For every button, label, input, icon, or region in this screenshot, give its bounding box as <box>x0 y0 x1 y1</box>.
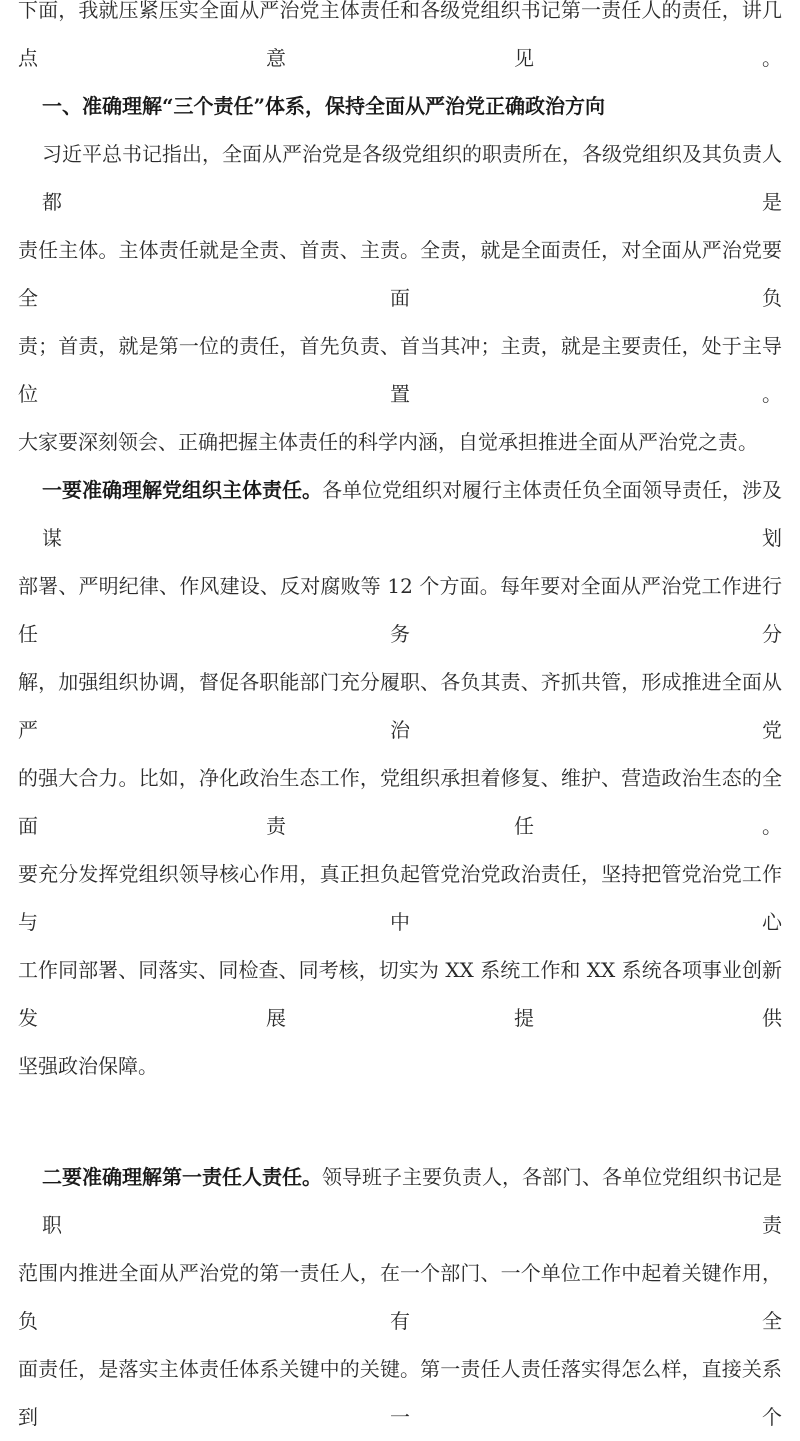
paragraph-line: 面责任，是落实主体责任体系关键中的关键。第一责任人责任落实得怎么样，直接关系到一个 <box>18 1357 782 1429</box>
paragraph-text: 各单位党组织对履行主体责任负全面领导责任，涉及谋划 <box>42 478 782 550</box>
paragraph-line: 责任主体。主体责任就是全责、首责、主责。全责，就是全面责任，对全面从严治党要全面负 <box>18 238 782 310</box>
paragraph-line: 范围内推进全面从严治党的第一责任人，在一个部门、一个单位工作中起着关键作用，负有全 <box>18 1261 782 1333</box>
section-heading: 一、准确理解“三个责任”体系，保持全面从严治党正确政治方向 <box>42 94 606 118</box>
paragraph-line: 要充分发挥党组织领导核心作用，真正担负起管党治党政治责任，坚持把管党治党工作与中心 <box>18 862 782 934</box>
paragraph-line: 部署、严明纪律、作风建设、反对腐败等 12 个方面。每年要对全面从严治党工作进行任务分 <box>18 574 782 646</box>
intro-line: 下面，我就压紧压实全面从严治党主体责任和各级党组织书记第一责任人的责任，讲几点意见。 <box>18 0 782 70</box>
subheading: 二要准确理解第一责任人责任。 <box>42 1165 322 1189</box>
paragraph-text: 领导班子主要负责人，各部门、各单位党组织书记是职责 <box>42 1165 782 1237</box>
paragraph-line: 解，加强组织协调，督促各职能部门充分履职、各负其责、齐抓共管，形成推进全面从严治党 <box>18 670 782 742</box>
paragraph-line: 大家要深刻领会、正确把握主体责任的科学内涵，自觉承担推进全面从严治党之责。 <box>18 430 758 454</box>
paragraph-line: 的强大合力。比如，净化政治生态工作，党组织承担着修复、维护、营造政治生态的全面责任。 <box>18 766 782 838</box>
subheading: 一要准确理解党组织主体责任。 <box>42 478 322 502</box>
paragraph-line <box>18 466 782 562</box>
paragraph-line <box>18 1153 782 1249</box>
paragraph-line: 坚强政治保障。 <box>18 1054 158 1078</box>
paragraph-line: 习近平总书记指出，全面从严治党是各级党组织的职责所在，各级党组织及其负责人都是 <box>42 142 782 214</box>
paragraph-line: 工作同部署、同落实、同检查、同考核，切实为 XX 系统工作和 XX 系统各项事业创新发展提供 <box>18 958 782 1030</box>
section-spacer <box>18 1090 782 1153</box>
paragraph-line: 责；首责，就是第一位的责任，首先负责、首当其冲；主责，就是主要责任，处于主导位置。 <box>18 334 782 406</box>
